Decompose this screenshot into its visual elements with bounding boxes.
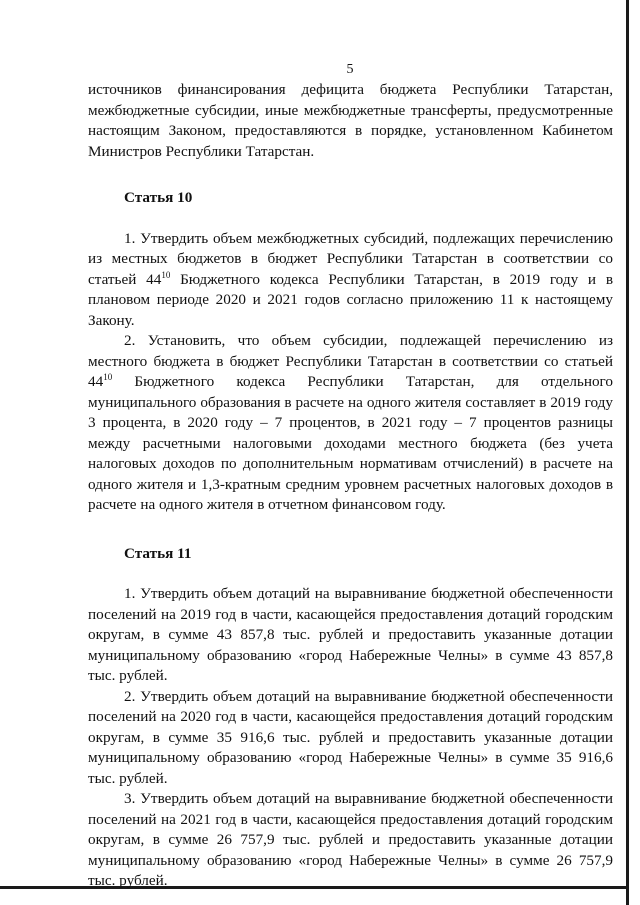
page-number: 5 bbox=[346, 62, 354, 77]
article-11-paragraph-2: 2. Утвердить объем дотаций на выравнивание бюджетной обеспеченности поселений на 2020 год в части, касающейся предоставления дотаций городским округам, в сумме 35 916,6 тыс. рублей и предоставить указанные дотации муниципальному образованию «город Набережные Челны» в сумме 35 916,6 тыс. рублей. bbox=[88, 687, 613, 787]
intro-paragraph: источников финансирования дефицита бюджета Республики Татарстан, межбюджетные субсидии, иные межбюджетные трансферты, предусмотренные настоящим Законом, предоставляются в порядке, установленном Кабинетом Министров Республики Татарстан. bbox=[88, 81, 613, 160]
superscript-10: 10 bbox=[103, 372, 113, 382]
article-10-paragraph-1: 1. Утвердить объем межбюджетных субсидий, подлежащих перечислению из местных бюджетов в бюджет Республики Татарстан в соответствии со статьей $44^{10}$ Бюджетного кодекса Республики Татарстан, в 2019 году и в плановом периоде 2020 и 2021 годов согласно приложению 11 к настоящему Закону. bbox=[88, 229, 613, 329]
document-body bbox=[88, 80, 613, 892]
article-11-paragraph-1: 1. Утвердить объем дотаций на выравнивание бюджетной обеспеченности поселений на 2019 год в части, касающейся предоставления дотаций городским округам, в сумме 43 857,8 тыс. рублей и предоставить указанные дотации муниципальному образованию «город Набережные Челны» в сумме 43 857,8 тыс. рублей. bbox=[88, 585, 613, 684]
article-10-paragraph-2: 2. Установить, что объем субсидии, подлежащей перечислению из местного бюджета в бюджет Республики Татарстан в соответствии со статьей $44^{10}$ Бюджетного кодекса Республики Татарстан, для отдельного муниципального образования в расчете на одного жителя составляет в 2019 году 3 процента, в 2020 году – 7 процентов, в 2021 году – 7 процентов разницы между расчетными налоговыми доходами местного бюджета (без учета налоговых доходов по дополнительным нормативам отчислений) в расчете на одного жителя и 1,3-кратным средним уровнем расчетных налоговых доходов в расчете на одного жителя в отчетном финансовом году. bbox=[88, 332, 613, 513]
scan-border-right bbox=[626, 0, 629, 905]
article-11-heading: Статья 11 bbox=[124, 544, 192, 562]
article-11-paragraph-3: 3. Утвердить объем дотаций на выравнивание бюджетной обеспеченности поселений на 2021 год в части, касающейся предоставления дотаций городским округам, в сумме 26 757,9 тыс. рублей и предоставить указанные дотации муниципальному образованию «город Набережные Челны» в сумме 26 757,9 тыс. рублей. bbox=[88, 790, 613, 889]
superscript-10: 10 bbox=[161, 269, 171, 280]
article-10-heading: Статья 10 bbox=[124, 189, 193, 206]
